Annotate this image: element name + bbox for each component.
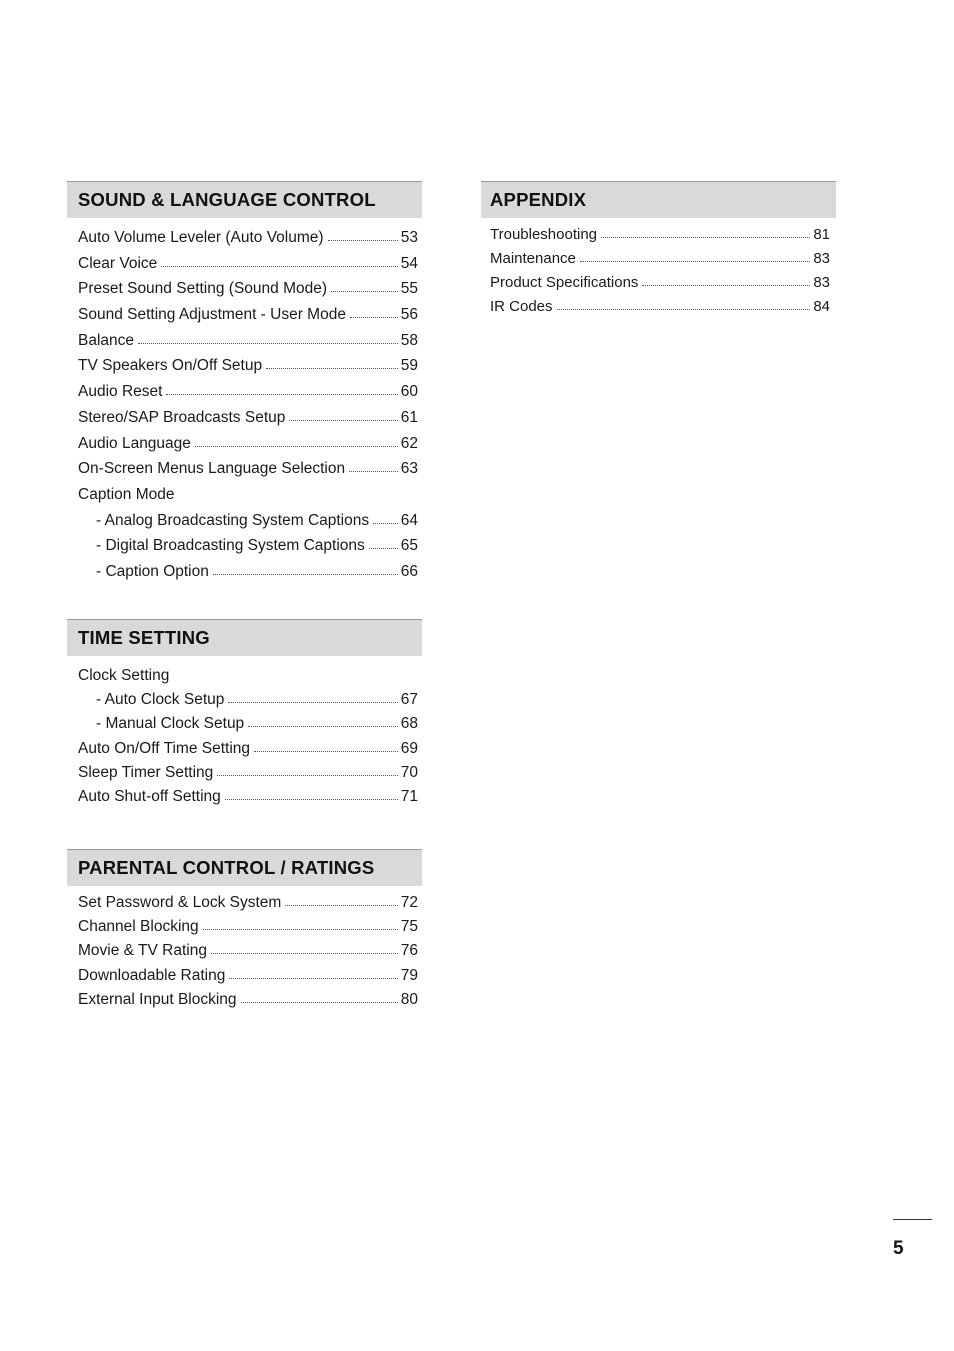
toc-entry-label: Balance [78,331,135,349]
toc-entry [78,251,418,277]
dot-leader [580,260,810,262]
dot-leader [349,470,398,472]
page-number-rule [893,1219,932,1220]
dot-leader [241,1001,398,1003]
toc-entry-page: 63 [400,460,418,478]
toc-entry [78,225,418,251]
toc-entry-label: Set Password & Lock System [78,894,282,911]
toc-entry-label: - Analog Broadcasting System Captions [96,511,370,529]
toc-section-sound-language-control [67,181,422,585]
dot-leader [369,547,398,549]
dot-leader [166,393,397,395]
dot-leader [228,701,397,703]
toc-entry-list [67,886,422,1012]
toc-entry-label: Movie & TV Rating [78,942,207,960]
toc-entry-page: 60 [400,383,418,401]
toc-entry-label: Product Specifications [490,274,639,291]
toc-entry [78,737,418,761]
toc-entry-page: 58 [400,331,418,349]
dot-leader [557,308,811,310]
toc-entry [78,891,418,915]
toc-entry-label: Caption Mode [78,485,175,503]
toc-entry-label: Preset Sound Setting (Sound Mode) [78,280,328,298]
toc-entry-list [67,218,422,585]
toc-entry-page: 83 [813,250,830,267]
toc-entry-page: 84 [813,298,830,315]
toc-entry [490,223,830,247]
toc-entry-label: Sleep Timer Setting [78,763,214,781]
toc-entry-page: 72 [400,894,418,911]
toc-entry-page: 64 [400,511,418,529]
dot-leader [331,290,398,292]
dot-leader [229,977,397,979]
section-header: TIME SETTING [67,619,422,656]
toc-entry [78,431,418,457]
toc-entry-page: 69 [400,739,418,757]
toc-entry-label: Clear Voice [78,254,158,272]
toc-entry-label: Clock Setting [78,667,170,684]
toc-entry-label: IR Codes [490,298,553,315]
toc-entry-label: On-Screen Menus Language Selection [78,460,346,478]
section-header: SOUND & LANGUAGE CONTROL [67,181,422,218]
toc-entry-page: 79 [400,966,418,984]
toc-section-parental-control-ratings [67,849,422,1012]
dot-leader [213,573,398,575]
toc-section-appendix [481,181,836,319]
toc-entry-page: 66 [400,562,418,580]
dot-leader [289,419,397,421]
section-header: PARENTAL CONTROL / RATINGS [67,849,422,886]
toc-entry-list [481,218,836,319]
dot-leader [225,798,398,800]
toc-section-time-setting [67,619,422,809]
toc-entry-page: 83 [813,274,830,291]
toc-entry [78,915,418,939]
toc-entry [78,508,418,534]
toc-entry-label: Audio Reset [78,383,163,401]
dot-leader [642,284,810,286]
toc-entry [78,482,418,508]
dot-leader [217,774,397,776]
toc-entry [490,247,830,271]
toc-entry-label: - Auto Clock Setup [96,691,225,709]
toc-entry [490,271,830,295]
toc-entry-page: 80 [400,990,418,1008]
dot-leader [266,367,398,369]
toc-entry-page: 59 [400,357,418,375]
toc-entry-label: Channel Blocking [78,918,199,936]
toc-entry-page: 71 [400,787,418,805]
dot-leader [350,316,398,318]
toc-entry-label: Auto Volume Leveler (Auto Volume) [78,229,324,246]
toc-entry [78,664,418,688]
dot-leader [373,522,398,524]
toc-entry-page: 61 [400,408,418,426]
toc-entry [78,353,418,379]
toc-entry-label: Stereo/SAP Broadcasts Setup [78,408,286,426]
toc-entry [78,761,418,785]
toc-entry-page: 70 [400,763,418,781]
toc-entry [78,785,418,809]
dot-leader [328,239,398,241]
toc-entry-label: TV Speakers On/Off Setup [78,357,263,375]
toc-entry-label: - Digital Broadcasting System Captions [96,537,365,555]
toc-entry-label: Downloadable Rating [78,966,226,984]
toc-entry-page: 65 [400,537,418,555]
toc-entry-page: 62 [400,434,418,452]
toc-entry [490,295,830,319]
toc-entry-page: 67 [400,691,418,709]
toc-entry-label: Auto Shut-off Setting [78,787,221,805]
toc-entry [78,559,418,585]
toc-entry [78,456,418,482]
page-number: 5 [893,1238,904,1259]
dot-leader [161,265,397,267]
toc-entry-label: Sound Setting Adjustment - User Mode [78,306,346,324]
toc-entry [78,276,418,302]
toc-entry-label: - Manual Clock Setup [96,715,245,733]
toc-entry-page: 68 [400,715,418,733]
toc-entry-label: External Input Blocking [78,990,237,1008]
dot-leader [248,725,398,727]
toc-entry [78,939,418,963]
dot-leader [195,445,398,447]
toc-entry [78,405,418,431]
toc-entry-page: 55 [400,280,418,298]
toc-entry-page: 76 [400,942,418,960]
toc-entry-label: Auto On/Off Time Setting [78,739,251,757]
toc-entry [78,964,418,988]
section-header: APPENDIX [481,181,836,218]
toc-entry-page: 75 [400,918,418,936]
toc-entry-list [67,656,422,809]
toc-entry [78,688,418,712]
dot-leader [254,750,398,752]
toc-entry [78,302,418,328]
dot-leader [203,928,398,930]
toc-entry [78,712,418,736]
toc-entry-label: Maintenance [490,250,576,267]
toc-entry-page: 53 [400,229,418,246]
toc-entry-label: - Caption Option [96,562,209,580]
toc-entry [78,533,418,559]
toc-entry [78,328,418,354]
toc-entry [78,379,418,405]
toc-entry [78,988,418,1012]
toc-entry-label: Troubleshooting [490,226,598,243]
dot-leader [601,236,810,238]
toc-entry-page: 81 [813,226,830,243]
dot-leader [138,342,398,344]
dot-leader [211,952,398,954]
toc-entry-label: Audio Language [78,434,191,452]
toc-entry-page: 54 [400,254,418,272]
dot-leader [285,904,397,906]
toc-entry-page: 56 [400,306,418,324]
